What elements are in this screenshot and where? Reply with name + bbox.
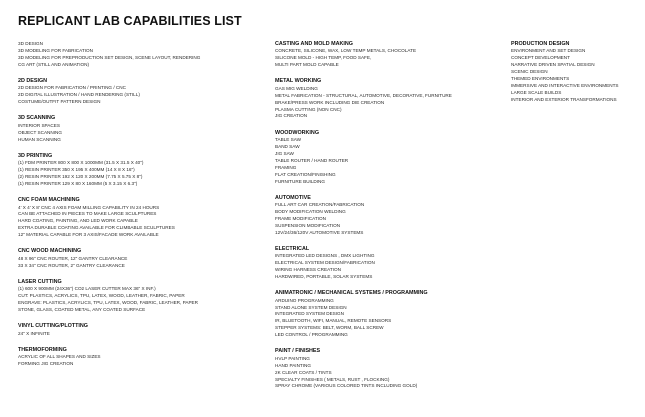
capability-item: TABLE ROUTER / HAND ROUTER	[275, 157, 349, 163]
capability-item: 12" MATERIAL CAPABLE FOR 3 AXIS/FACADE WORK AVAILABLE	[18, 232, 159, 238]
capability-item: SPRAY CHROME (VARIOUS COLORED TINTS INCLUDING GOLD)	[275, 383, 418, 389]
capability-item: ACRYLIC OF ALL SHAPES AND SIZES	[18, 354, 101, 360]
page-title: REPLICANT LAB CAPABILITIES LIST	[18, 14, 242, 28]
capability-item: HVLP PAINTING	[275, 355, 310, 361]
section-heading: AUTOMOTIVE	[275, 194, 311, 201]
capability-item: INTERIOR SPACES	[18, 122, 60, 128]
capability-item: 12V/24/36/120V AUTOMOTIVE SYSTEMS	[275, 229, 364, 235]
section-heading: CNC FOAM MACHINING	[18, 197, 80, 204]
section-heading: THERMOFORMING	[18, 346, 67, 353]
capability-item: 3D DESIGN	[18, 41, 44, 46]
capability-item: FLAT CREATION/FINISHING	[275, 171, 336, 177]
capability-item: ELECTRICAL SYSTEM DESIGN/FABRICATION	[275, 260, 375, 266]
capability-section	[18, 78, 268, 106]
capability-section	[275, 246, 505, 281]
capability-item: 3D MODELING FOR FABRICATION	[18, 47, 93, 53]
capability-section	[18, 41, 268, 69]
capability-item: 2D DESIGN FOR FABRICATION / PRINTING / CNC	[18, 85, 126, 91]
capability-item: LED CONTROL / PROGRAMMING	[275, 332, 348, 338]
capability-item: ENGRAVE: PLASTICS, ACRYLICS, TPU, LATEX, WOOD, FABRIC, LEATHER, PAPER	[18, 300, 198, 306]
capability-item: SILICONE MOLD - HIGH TEMP, FOOD SAFE,	[275, 55, 372, 61]
column-middle	[275, 41, 505, 400]
section-heading: 2D DESIGN	[18, 77, 48, 84]
capability-item: BRAKE/PRESS WORK INCLUDING DIE CREATION	[275, 99, 385, 105]
capability-section	[18, 115, 268, 143]
capability-item: MULTI PART MOLD CAPABLE	[275, 62, 339, 68]
section-heading: ELECTRICAL	[275, 245, 310, 252]
capability-item: FRAME MODIFICATION	[275, 215, 326, 221]
capability-item: STAND ALONE SYSTEM DESIGN	[275, 304, 347, 310]
capability-item: HAND PAINTING	[275, 362, 312, 368]
capability-item: PLASMA CUTTING (NON CNC)	[275, 106, 342, 112]
capability-item: (2) RESIN PRINTER 192 X 120 X 200MM (7.75 X 5.75 X 8")	[18, 173, 143, 179]
capability-item: IR, BLUETOOTH, WIFI, MANUAL, REMOTE SENSORS	[275, 318, 392, 324]
capability-item: HARDWIRED, PORTABLE, SOLAR SYSTEMS	[275, 274, 373, 280]
section-heading: PRODUCTION DESIGN	[511, 41, 570, 47]
capability-item: IMMERSIVE AND INTERACTIVE ENVIRONMENTS	[511, 82, 619, 88]
capability-section	[18, 347, 268, 368]
section-heading: ANIMATRONIC / MECHANICAL SYSTEMS / PROGRAMMING	[275, 290, 428, 297]
capability-item: 3D MODELING FOR PREPRODUCTION SET DESIGN, SCENE LAYOUT, RENDERING	[18, 54, 201, 60]
capability-item: THEMED ENVIRONMENTS	[511, 76, 570, 82]
capability-item: (1) 600 X 900MM (24X36") CO2 LASER CUTTER MAX 36" X INF.)	[18, 286, 156, 292]
capability-item: FORMING JIG CREATION	[18, 361, 74, 367]
capability-item: FULL ART CAR CREATION/FABRICATION	[275, 202, 365, 208]
capability-item: BAND SAW	[275, 143, 300, 149]
section-heading: 3D PRINTING	[18, 152, 53, 159]
capability-item: FURNITURE BUILDING	[275, 178, 326, 184]
column-right	[511, 41, 641, 113]
section-heading: PAINT / FINISHES	[275, 348, 321, 355]
section-heading: LASER CUTTING	[18, 278, 62, 285]
capability-item: METAL FABRICATION - STRUCTURAL, AUTOMOTIVE, DECORATIVE, FURNITURE	[275, 92, 452, 98]
section-heading: WOODWORKING	[275, 129, 320, 136]
capability-section	[18, 248, 268, 269]
capability-section	[18, 323, 268, 337]
capability-item: HARD COATING, PAINTING, AND LED WORK CAPABLE	[18, 218, 138, 224]
capability-section	[18, 279, 268, 314]
section-heading: CNC WOOD MACHINING	[18, 248, 82, 255]
capability-item: CUT: PLASTICS, ACRYLICS, TPU, LATEX, WOOD, LEATHER, FABRIC, PAPER	[18, 293, 185, 299]
capability-item: GAS MIG WELDING	[275, 85, 318, 91]
capability-item: OBJECT SCANNING	[18, 129, 63, 135]
section-heading: 3D SCANNING	[18, 115, 56, 122]
capability-section	[275, 290, 505, 339]
capability-item: SUSPENSION MODIFICATION	[275, 222, 341, 228]
capability-item: HUMAN SCANNING	[18, 136, 61, 142]
capability-item: CAN BE ATTACHED IN PIECES TO MAKE LARGE SCULPTURES	[18, 211, 157, 217]
capability-item: 48 X 96" CNC ROUTER, 12" GANTRY CLEARANCE	[18, 255, 128, 261]
column-left	[18, 41, 268, 377]
capability-section	[275, 78, 505, 120]
capability-item: 4' X 4' X 8' CNC 4 AXIS FOAM MILLING CAPABILITY IN 24 HOURS	[18, 204, 160, 210]
section-heading: CASTING AND MOLD MAKING	[275, 41, 353, 47]
section-heading: VINYL CUTTING/PLOTTING	[18, 323, 88, 330]
capability-item: INTEGRATED LED DESIGNS , DMX LIGHTING	[275, 253, 375, 259]
capability-section	[275, 41, 505, 69]
capability-item: STEPPER SYSTEMS: BELT, WORM, BALL SCREW	[275, 325, 384, 331]
capability-item: NARRATIVE DRIVEN SPATIAL DESIGN	[511, 62, 595, 68]
capability-item: JIG CREATION	[275, 113, 308, 119]
capability-item: INTERIOR AND EXTERIOR TRANSFORMATIONS	[511, 96, 617, 102]
capability-section	[275, 348, 505, 390]
capability-section	[511, 41, 641, 104]
capability-item: SCENIC DESIGN	[511, 69, 548, 75]
capability-item: WIRING HARNESS CREATION	[275, 267, 341, 273]
capability-section	[275, 130, 505, 186]
capability-item: CONCRETE, SILICONE, WAX, LOW TEMP METALS, CHOCOLATE	[275, 48, 417, 54]
capability-item: EXTRA DURABLE COATING AVAILABLE FOR CLIMBABLE SCULPTURES	[18, 225, 175, 231]
capability-item: SPECIALTY FINISHES ( METALS, RUST , FLOCKING)	[275, 376, 390, 382]
section-heading: METAL WORKING	[275, 78, 322, 85]
capability-item: BODY MODIFICATION WELDING	[275, 209, 346, 215]
capability-item: ENVIRONMENT AND SET DESIGN	[511, 48, 586, 54]
capability-item: 24" X INFINITE	[18, 330, 50, 336]
capability-item: (1) RESIN PRINTER 129 X 80 X 160MM (5 X 3.15 X 6.3")	[18, 180, 138, 186]
capability-item: STONE, GLASS, COATED METAL, ANY COATED SURFACE	[18, 306, 146, 312]
capability-item: CG ART (STILL AND ANIMATION)	[18, 61, 89, 67]
capability-item: (1) FDM PRINTER 800 X 800 X 1000MM (31.5 X 31.5 X 40")	[18, 160, 144, 166]
capability-item: LARGE SCALE BUILDS	[511, 89, 562, 95]
capability-item: CONCEPT DEVELOPMENT	[511, 55, 570, 61]
capability-item: 2D DIGITAL ILLUSTRATION / HAND RENDERING (STILL)	[18, 92, 140, 98]
capability-section	[18, 197, 268, 239]
capability-item: 33 X 34" CNC ROUTER, 2" GANTRY CLEARANCE	[18, 262, 125, 268]
capability-item: (1) RESIN PRINTER 350 X 195 X 400MM (14 X 8 X 16")	[18, 167, 135, 173]
capability-item: COSTUME/OUTFIT PATTERN DESIGN	[18, 99, 101, 105]
capability-section	[275, 195, 505, 237]
capability-item: FRAMING	[275, 164, 297, 170]
capability-section	[18, 153, 268, 188]
capability-item: JIG SAW	[275, 150, 294, 156]
capability-item: 2K CLEAR COATS / TINTS	[275, 369, 332, 375]
capability-item: TABLE SAW	[275, 137, 302, 143]
capability-item: ARDUINO PROGRAMMING	[275, 297, 334, 303]
capability-item: INTEGRATED SYSTEM DESIGN	[275, 311, 345, 317]
